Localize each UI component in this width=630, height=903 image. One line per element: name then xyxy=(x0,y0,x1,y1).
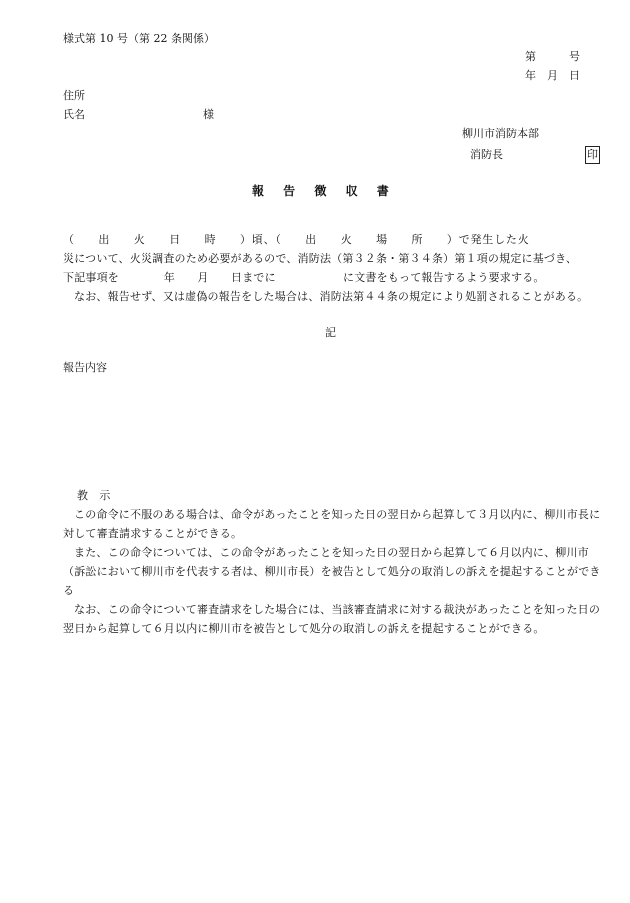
instruction-paragraph-1: この命令に不服のある場合は、命令があったことを知った日の翌日から起算して３月以内に、柳川市長に対して審査請求することができる。 xyxy=(63,508,601,540)
body-line-2: 災について、火災調査のため必要があるので、消防法（第３２条・第３４条）第１項の規定に基づき、 xyxy=(63,252,578,265)
body-line-4: なお、報告せず、又は虚偽の報告をした場合は、消防法第４４条の規定により処罰されることがある。 xyxy=(74,290,589,303)
address-label: 住所 xyxy=(63,89,85,102)
instruction-heading: 教 示 xyxy=(77,489,111,502)
instruction-paragraph-3: なお、この命令について審査請求をした場合には、当該審査請求に対する裁決があったことを知った日の翌日から起算して６月以内に柳川市を被告として処分の取消しの訴えを提起することができる。 xyxy=(63,603,601,635)
instruction-section xyxy=(63,486,603,638)
issuer-chief: 消防長 xyxy=(470,148,503,161)
ki-heading: 記 xyxy=(325,326,336,339)
body-line-1: （ 出 火 日 時 ）頃、（ 出 火 場 所 ）で発生した火 xyxy=(63,233,530,246)
document-title: 報告徴収書 xyxy=(251,184,408,198)
request-body xyxy=(63,230,603,306)
body-line-3: 下記事項を 年 月 日までに に文書をもって報告するよう要求する。 xyxy=(63,271,545,284)
instruction-paragraph-2: また、この命令については、この命令があったことを知った日の翌日から起算して６月以内に、柳川市（訴訟において柳川市を代表する者は、柳川市長）を被告として処分の取消しの訴えを提起することができる xyxy=(63,546,601,597)
document-number: 第 号 xyxy=(525,50,580,63)
report-content-label: 報告内容 xyxy=(63,361,107,374)
honorific: 様 xyxy=(203,108,214,121)
document-date: 年 月 日 xyxy=(525,69,580,82)
form-label: 様式第 10 号（第 22 条関係） xyxy=(63,32,215,45)
issuer-department: 柳川市消防本部 xyxy=(462,127,539,140)
seal-mark: 印 xyxy=(585,146,600,164)
name-label: 氏名 xyxy=(63,108,85,121)
